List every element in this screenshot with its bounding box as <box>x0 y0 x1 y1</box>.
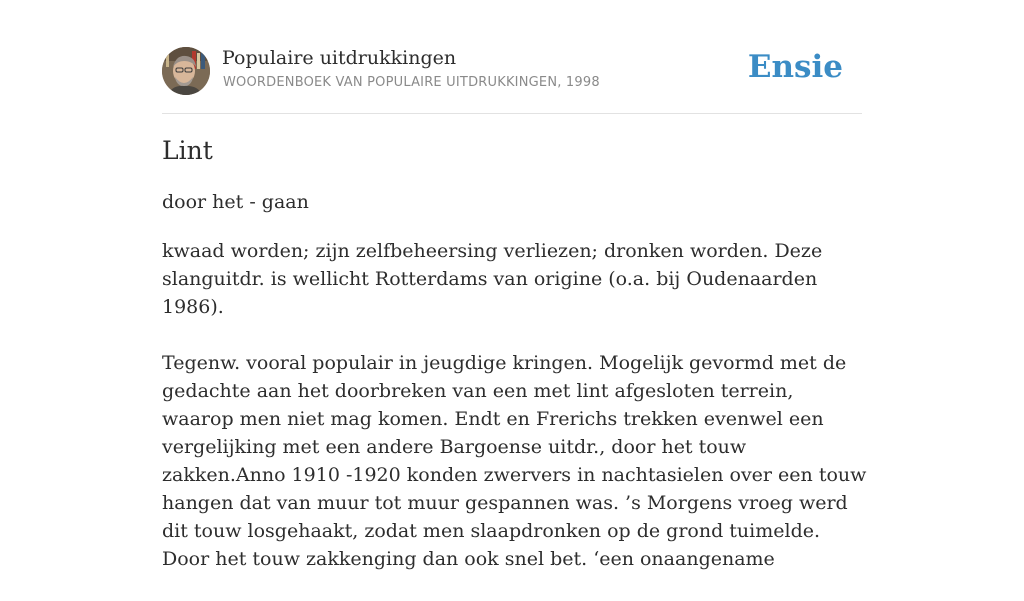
entry-page <box>162 0 867 570</box>
entry-phrase: door het - gaan <box>162 191 309 213</box>
source-subtitle[interactable]: WOORDENBOEK VAN POPULAIRE UITDRUKKINGEN, 1998 <box>223 75 600 90</box>
entry-headword: Lint <box>162 136 213 165</box>
entry-body <box>162 237 867 601</box>
author-avatar[interactable] <box>162 47 210 95</box>
entry-paragraph: kwaad worden; zijn zelfbeheersing verliezen; dronken worden. Deze slanguitdr. is wellicht Rotterdams van origine (o.a. bij Oudenaarden 1986). <box>162 240 823 318</box>
source-title[interactable]: Populaire uitdrukkingen <box>222 47 457 69</box>
source-header <box>162 47 862 114</box>
author-portrait-icon <box>162 47 210 95</box>
entry-paragraph: Tegenw. vooral populair in jeugdige kringen. Mogelijk gevormd met de gedachte aan het doorbreken van een met lint afgesloten terrein, waarop men niet mag komen. Endt en Frerichs trekken evenwel een vergelijking met een andere Bargoense uitdr., door het touw zakken.Anno 1910 -1920 konden zwervers in nachtasielen over een touw hangen dat van muur tot muur gespannen was. ’s Morgens vroeg werd dit touw losgehaakt, zodat men slaapdronken op de grond tuimelde. Door het touw zakkenging dan ook snel bet. ‘een onaangename <box>162 352 867 570</box>
ensie-logo[interactable]: Ensie <box>747 49 843 85</box>
